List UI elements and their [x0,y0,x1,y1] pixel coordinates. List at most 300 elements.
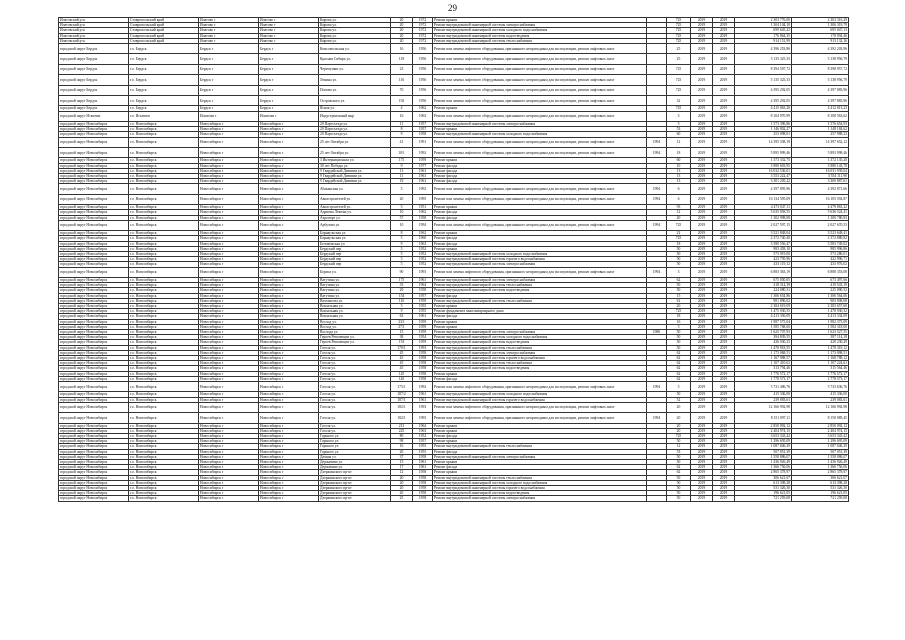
locality-cell: Новосибирск г [259,371,319,376]
settlement-cell: Новосибирск г [199,184,259,194]
plan-start-cell: 2019 [691,184,713,194]
wear-cell: 6 [667,184,691,194]
settlement-cell: Новосибирск г [199,329,259,334]
district-cell: г.о. Новосибирск [129,277,199,282]
house-number-cell: 145 [391,371,413,376]
locality-cell: Бердск г [259,44,319,54]
contract-cost-cell: 8 398 957,72 [792,64,849,74]
district-cell: г.о. Новосибирск [129,350,199,355]
wear-cell: 50 [667,475,691,480]
locality-cell: Новосибирск г [259,210,319,215]
district-cell: г.о. Новосибирск [129,132,199,137]
plan-start-cell: 2019 [691,298,713,303]
plan-end-cell: 2019 [713,95,735,105]
estimated-cost-cell: 573 919,00 [735,251,792,256]
contract-cost-cell: 8 108 563,62 [792,111,849,121]
settlement-cell: Новосибирск г [199,496,259,501]
settlement-cell: Новосибирск г [199,340,259,345]
contract-cost-cell: 12 166 992,98 [792,402,849,412]
wear-cell: 5 [667,382,691,392]
district-cell: г.о. Новосибирск [129,324,199,329]
plan-end-cell: 2019 [713,64,735,74]
street-cell: Гоголя ул. [319,392,391,397]
estimated-cost-cell: 3 980 603,95 [735,163,792,168]
wear-cell: 62 [667,465,691,470]
wear-cell: 25 [667,44,691,54]
municipality-cell: городской округ Новосибирск [59,288,129,293]
municipality-cell: Ипатовский р-н [59,33,129,38]
work-type-cell: Ремонт внутридомовой инженерной системы электроснабжения [433,496,647,501]
municipality-cell: городской округ Новосибирск [59,356,129,361]
contract-cost-cell: 5 893 998,46 [792,147,849,157]
municipality-cell: городской округ Новосибирск [59,163,129,168]
estimated-cost-cell: 1 296 695,09 [735,439,792,444]
settlement-cell: Новосибирск г [199,231,259,236]
estimated-cost-cell: 415 336,00 [735,392,792,397]
plan-start-cell: 2019 [691,23,713,28]
settlement-cell: Новосибирск г [199,121,259,126]
locality-cell: Новосибирск г [259,324,319,329]
municipality-cell: Ипатовский р-н [59,38,129,43]
estimated-cost-cell: 306 621,07 [735,475,792,480]
plan-end-cell: 2019 [713,454,735,459]
contract-cost-cell: 5 138 956,79 [792,75,849,85]
plan-start-cell: 2019 [691,220,713,230]
settlement-cell: Новосибирск г [199,132,259,137]
work-type-cell: Ремонт внутридомовой инженерной системы электроснабжения [433,262,647,267]
build-year-cell: 1972 [413,38,433,43]
contract-cost-cell: 1 296 695,09 [792,439,849,444]
house-number-cell: 5 [391,257,413,262]
work-type-cell: Ремонт фасада [433,293,647,298]
district-cell: г.о. Новосибирск [129,283,199,288]
plan-end-cell: 2019 [713,350,735,355]
house-number-cell: 20 [391,23,413,28]
house-number-cell: 5 [391,184,413,194]
house-number-cell: 20 [391,38,413,43]
locality-cell: Новосибирск г [259,147,319,157]
build-year-cell: 1991 [413,137,433,147]
estimated-cost-cell: 8 151 097,11 [735,413,792,423]
contract-cost-cell: 983 908,08 [792,298,849,303]
locality-cell: Новосибирск г [259,231,319,236]
estimated-cost-cell: 5 635 058,55 [735,210,792,215]
commissioning-year-cell [647,402,667,412]
table-row [59,382,849,392]
work-type-cell: Ремонт крыши [433,231,647,236]
wear-cell: 62 [667,376,691,381]
house-number-cell: 41 [391,137,413,147]
plan-end-cell: 2019 [713,293,735,298]
municipality-cell: городской округ Новосибирск [59,293,129,298]
estimated-cost-cell: 224 080,31 [735,288,792,293]
estimated-cost-cell: 5 731 496,76 [735,382,792,392]
district-cell: г.о. Новосибирск [129,257,199,262]
locality-cell: Новосибирск г [259,179,319,184]
municipality-cell: городской округ Новосибирск [59,132,129,137]
municipality-cell: городской округ Новосибирск [59,376,129,381]
wear-cell: 5 [667,121,691,126]
municipality-cell: городской округ Новосибирск [59,231,129,236]
build-year-cell: 1955 [413,309,433,314]
wear-cell: 50 [667,486,691,491]
municipality-cell: городской округ Новосибирск [59,439,129,444]
municipality-cell: городской округ Новосибирск [59,361,129,366]
plan-end-cell: 2019 [713,371,735,376]
estimated-cost-cell: 4 415 063,20 [735,106,792,111]
build-year-cell: 1961 [413,460,433,465]
municipality-cell: городской округ Новосибирск [59,460,129,465]
build-year-cell: 1961 [413,397,433,402]
page-number: 29 [448,3,457,13]
municipality-cell: городской округ Бердск [59,106,129,111]
plan-end-cell: 2019 [713,382,735,392]
settlement-cell: Ипатово г [199,28,259,33]
district-cell: г.о. Новосибирск [129,121,199,126]
estimated-cost-cell: 4 473 047,11 [735,205,792,210]
plan-end-cell: 2019 [713,205,735,210]
street-cell: Героев Революции ул. [319,340,391,345]
contract-cost-cell: 1 776 572,17 [792,371,849,376]
estimated-cost-cell: 613 398,28 [735,480,792,485]
house-number-cell: 17 [391,465,413,470]
settlement-cell: Новосибирск г [199,428,259,433]
settlement-cell: Новосибирск г [199,376,259,381]
estimated-cost-cell: 394 839,55 [735,335,792,340]
locality-cell: Новосибирск г [259,251,319,256]
municipality-cell: городской округ Новосибирск [59,319,129,324]
table-row [59,267,849,277]
contract-cost-cell: 4 392 203,96 [792,44,849,54]
contract-cost-cell: 1 306 564,06 [792,293,849,298]
settlement-cell: Новосибирск г [199,194,259,204]
commissioning-year-cell [647,85,667,95]
plan-start-cell: 2019 [691,371,713,376]
street-cell: Ватутина ул. [319,288,391,293]
district-cell: г.о. Бердск [129,64,199,74]
wear-cell: 62 [667,366,691,371]
plan-start-cell: 2019 [691,376,713,381]
work-type-cell: Ремонт фасада [433,465,647,470]
build-year-cell: 1993 [413,267,433,277]
street-cell: Горького ул. [319,434,391,439]
municipality-cell: городской округ Новосибирск [59,184,129,194]
estimated-cost-cell: 4 397 095,96 [735,184,792,194]
contract-cost-cell: 1 623 527,55 [792,329,849,334]
municipality-cell: городской округ Бердск [59,44,129,54]
plan-end-cell: 2019 [713,215,735,220]
plan-start-cell: 2019 [691,480,713,485]
build-year-cell: 1972 [413,33,433,38]
locality-cell: Бердск г [259,54,319,64]
wear-cell: 62 [667,361,691,366]
street-cell: Горького ул. [319,444,391,449]
house-number-cell: 8 [391,231,413,236]
estimated-cost-cell: 423 795,96 [735,257,792,262]
contract-cost-cell: 4 392 871,66 [792,184,849,194]
estimated-cost-cell: 3 580 556,47 [735,241,792,246]
plan-end-cell: 2019 [713,283,735,288]
plan-end-cell: 2019 [713,314,735,319]
work-type-cell: Ремонт или замена лифтового оборудования, признанного непригодным для эксплуатации, ремонт лифтовых шахт [433,413,647,423]
locality-cell: Новосибирск г [259,168,319,173]
wear-cell: 50 [667,335,691,340]
municipality-cell: городской округ Новосибирск [59,194,129,204]
contract-cost-cell: 5 733 636,76 [792,382,849,392]
district-cell: г.о. Новосибирск [129,345,199,350]
locality-cell: Новосибирск г [259,246,319,251]
wear-cell: 53 [667,127,691,132]
plan-end-cell: 2019 [713,303,735,308]
street-cell: Гоголя ул. [319,350,391,355]
settlement-cell: Новосибирск г [199,486,259,491]
district-cell: г.о. Новосибирск [129,496,199,501]
contract-cost-cell: 4 479 863,22 [792,205,849,210]
locality-cell: Новосибирск г [259,298,319,303]
build-year-cell: 1963 [413,241,433,246]
build-year-cell: 1958 [413,371,433,376]
municipality-cell: городской округ Новосибирск [59,366,129,371]
estimated-cost-cell: 1 558 886,07 [735,454,792,459]
build-year-cell: 1952 [413,251,433,256]
plan-end-cell: 2019 [713,366,735,371]
contract-cost-cell: 5 636 524,41 [792,210,849,215]
build-year-cell: 1993 [413,345,433,350]
locality-cell: Новосибирск г [259,303,319,308]
street-cell: Гоголя ул. [319,423,391,428]
plan-end-cell: 2019 [713,163,735,168]
plan-start-cell: 2019 [691,423,713,428]
municipality-cell: Ипатовский р-н [59,28,129,33]
commissioning-year-cell [647,54,667,64]
municipality-cell: городской округ Новосибирск [59,392,129,397]
estimated-cost-cell: 981 896,02 [735,298,792,303]
contract-cost-cell: 2 404 974,15 [792,428,849,433]
district-cell: г.о. Новосибирск [129,288,199,293]
plan-start-cell: 2019 [691,397,713,402]
plan-start-cell: 2019 [691,132,713,137]
estimated-cost-cell: 176 864,35 [735,33,792,38]
district-cell: г.о. Новосибирск [129,236,199,241]
contract-cost-cell: 3 653 343,42 [792,434,849,439]
plan-start-cell: 2019 [691,33,713,38]
plan-end-cell: 2019 [713,324,735,329]
street-cell: Гоголя ул. [319,366,391,371]
street-cell: Дзержинского пр-кт [319,491,391,496]
plan-start-cell: 2019 [691,340,713,345]
street-cell: Барнаульская ул. [319,236,391,241]
estimated-cost-cell: 5 135 325,33 [735,75,792,85]
locality-cell: Новосибирск г [259,496,319,501]
street-cell: Кирова ул. [319,23,391,28]
municipality-cell: городской округ Новосибирск [59,413,129,423]
plan-start-cell: 2019 [691,444,713,449]
district-cell: г.о. Новосибирск [129,397,199,402]
contract-cost-cell: 4 413 334,09 [792,314,849,319]
build-year-cell: 1956 [413,44,433,54]
build-year-cell: 1952 [413,434,433,439]
wear-cell: 16 [667,319,691,324]
district-cell: г.о. Новосибирск [129,480,199,485]
commissioning-year-cell: 1994 [647,220,667,230]
settlement-cell: Ипатово г [199,23,259,28]
settlement-cell: Новосибирск г [199,361,259,366]
settlement-cell: Бердск г [199,95,259,105]
settlement-cell: Новосибирск г [199,210,259,215]
plan-end-cell: 2019 [713,246,735,251]
contract-cost-cell: 1 778 573,17 [792,376,849,381]
house-number-cell: 145 [391,376,413,381]
municipality-cell: городской округ Новосибирск [59,434,129,439]
wear-cell: 18 [667,147,691,157]
settlement-cell: Бердск г [199,85,259,95]
plan-end-cell: 2019 [713,439,735,444]
build-year-cell: 1956 [413,64,433,74]
estimated-cost-cell: 426 030,23 [735,340,792,345]
plan-end-cell: 2019 [713,298,735,303]
plan-end-cell: 2019 [713,23,735,28]
work-type-cell: Ремонт фасада [433,434,647,439]
estimated-cost-cell: 2 384 619,09 [735,303,792,308]
work-type-cell: Ремонт внутридомовой инженерной системы холодного водоснабжения [433,392,647,397]
plan-end-cell: 2019 [713,38,735,43]
district-cell: г.о. Новосибирск [129,361,199,366]
plan-start-cell: 2019 [691,319,713,324]
municipality-cell: городской округ Новосибирск [59,486,129,491]
work-type-cell: Ремонт внутридомовой инженерной системы электроснабжения [433,350,647,355]
locality-cell: Ипатово г [259,23,319,28]
settlement-cell: Новосибирск г [199,491,259,496]
plan-end-cell: 2019 [713,236,735,241]
settlement-cell: Бердск г [199,106,259,111]
build-year-cell: 1963 [413,111,433,121]
municipality-cell: городской округ Новосибирск [59,251,129,256]
wear-cell: 50 [667,460,691,465]
district-cell: г.о. Новосибирск [129,246,199,251]
municipality-cell: городской округ Новосибирск [59,246,129,251]
house-number-cell: 23/1 [391,319,413,324]
settlement-cell: Бердск г [199,54,259,64]
contract-cost-cell: 419 543,19 [792,283,849,288]
work-type-cell: Ремонт внутридомовой инженерной системы водоотведения [433,33,647,38]
build-year-cell: 1958 [413,132,433,137]
house-number-cell: 45 [391,366,413,371]
house-number-cell: 187/1 [391,397,413,402]
build-year-cell: 1961 [413,277,433,282]
wear-cell: 50 [667,262,691,267]
estimated-cost-cell: 983 458,10 [735,246,792,251]
house-number-cell: 118 [391,54,413,64]
build-year-cell: 1964 [413,283,433,288]
street-cell: Беловежская ул. [319,241,391,246]
build-year-cell: 1959 [413,298,433,303]
work-type-cell: Ремонт фасада [433,163,647,168]
contract-cost-cell: 1 372 135,20 [792,158,849,163]
build-year-cell: 1956 [413,75,433,85]
district-cell: Ставропольский край [129,28,199,33]
municipality-cell: городской округ Бердск [59,95,129,105]
district-cell: г.о. Новосибирск [129,439,199,444]
settlement-cell: Новосибирск г [199,215,259,220]
contract-cost-cell: 2 383 657,60 [792,303,849,308]
table-row [59,496,849,501]
street-cell: Восход ул. [319,319,391,324]
locality-cell: Новосибирск г [259,376,319,381]
settlement-cell: Новосибирск г [199,288,259,293]
municipality-cell: городской округ Новосибирск [59,121,129,126]
locality-cell: Новосибирск г [259,475,319,480]
municipality-cell: городской округ Бердск [59,54,129,64]
build-year-cell: 1961 [413,179,433,184]
house-number-cell: 16 [391,111,413,121]
district-cell: г.о. Новосибирск [129,335,199,340]
locality-cell: Новосибирск г [259,454,319,459]
build-year-cell: 1954 [413,335,433,340]
locality-cell: Новосибирск г [259,439,319,444]
plan-start-cell: 2019 [691,345,713,350]
municipality-cell: городской округ Новосибирск [59,496,129,501]
plan-end-cell: 2019 [713,241,735,246]
commissioning-year-cell [647,111,667,121]
wear-cell: 725 [667,85,691,95]
work-type-cell: Ремонт или замена лифтового оборудования, признанного непригодным для эксплуатации, ремонт лифтовых шахт [433,64,647,74]
work-type-cell: Ремонт внутридомовой инженерной системы электроснабжения [433,454,647,459]
build-year-cell: 1957 [413,127,433,132]
plan-start-cell: 2019 [691,366,713,371]
estimated-cost-cell: 3 653 343,42 [735,434,792,439]
plan-start-cell: 2019 [691,486,713,491]
settlement-cell: Ипатово г [199,18,259,23]
municipality-cell: городской округ Новосибирск [59,179,129,184]
street-cell: Вокзальная ул. [319,303,391,308]
work-type-cell: Ремонт фундамента многоквартирного дома [433,309,647,314]
district-cell: г.о. Новосибирск [129,231,199,236]
house-number-cell: 9 [391,241,413,246]
house-number-cell: 170/1 [391,345,413,350]
district-cell: г.о. Новосибирск [129,428,199,433]
estimated-cost-cell: 313 794,46 [735,366,792,371]
plan-end-cell: 2019 [713,361,735,366]
work-type-cell: Ремонт фасада [433,168,647,173]
street-cell: Дзержинского пр-кт [319,480,391,485]
contract-cost-cell: 2 027 670,53 [792,220,849,230]
district-cell: г.о. Новосибирск [129,454,199,459]
wear-cell: 60 [667,132,691,137]
locality-cell: Новосибирск г [259,184,319,194]
estimated-cost-cell: 5 135 325,33 [735,54,792,64]
commissioning-year-cell: 1994 [647,267,667,277]
settlement-cell: Новосибирск г [199,309,259,314]
plan-start-cell: 2019 [691,428,713,433]
municipality-cell: городской округ Новосибирск [59,480,129,485]
plan-start-cell: 2019 [691,460,713,465]
house-number-cell: 8 [391,127,413,132]
house-number-cell: 80 [391,434,413,439]
plan-start-cell: 2019 [691,106,713,111]
plan-end-cell: 2019 [713,28,735,33]
contract-cost-cell: 225 090,52 [792,288,849,293]
build-year-cell: 1951 [413,205,433,210]
municipality-cell: Ипатовский р-н [59,18,129,23]
plan-end-cell: 2019 [713,309,735,314]
build-year-cell: 1952 [413,246,433,251]
table-body [59,18,849,502]
district-cell: Ставропольский край [129,18,199,23]
plan-end-cell: 2019 [713,231,735,236]
wear-cell: 93 [667,205,691,210]
contract-cost-cell: 3 583 749,02 [792,241,849,246]
wear-cell: 50 [667,491,691,496]
